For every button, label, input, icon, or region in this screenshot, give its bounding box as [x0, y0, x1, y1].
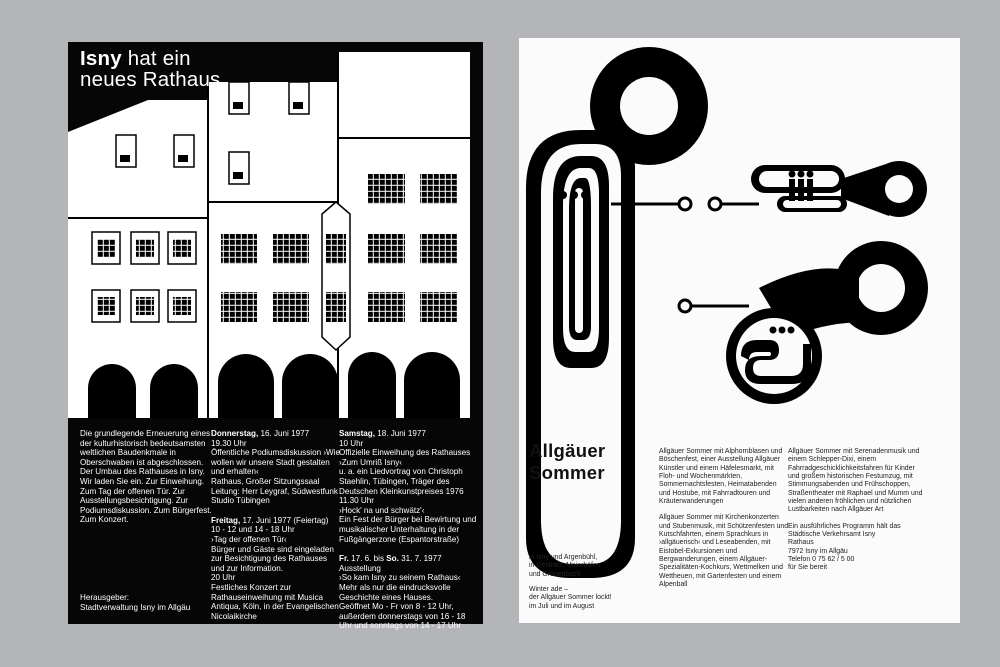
publisher-name: Stadtverwaltung Isny im Allgäu	[80, 602, 191, 612]
events-paragraph-1: Allgäuer Sommer mit Alphornblasen und Böschenfest, einer Ausstellung Allgäuer Künstler und einem Häfelesmarkt, mit Floh- und Wochenmärkten, Sommernachtsfesten, Heimatabenden und Hostube, mit Fahrradtouren und Kräuterwanderungen	[659, 448, 783, 506]
program-column-3	[339, 429, 479, 641]
events-paragraph-2: Allgäuer Sommer mit Kirchenkonzerten und Stubenmusik, mit Schützenfesten und Kutschfahrten, einem Sprachkurs in ›allgäuerisch‹ und Leseabenden, mit Eistobel-Exkursionen und Bergwanderungen, einem Allgäuer-Spezialitäten-Kochkurs, Wettmelken und Wettheuen, mit Gartenfesten und einem Alpenball	[659, 514, 789, 589]
title-bold: Isny	[80, 47, 122, 70]
samstag-body: 10 Uhr Offizielle Einweihung des Rathauses ›Zum Umriß Isny‹ u. a. ein Liedvortrag von Christoph Staehlin, Tübingen, Träger des Deutschen Kleinkunstpreises 1976 11.30 Uhr ›Hock' na und schwätz'‹ Ein Fest der Bürger bei Bewirtung und musikalischer Unterhaltung in der Fußgängerzone (Espantorstraße)	[339, 438, 477, 544]
donnerstag-body: 19.30 Uhr Öffentliche Podiumsdiskussion ›Wie wollen wir unsere Stadt gestalten und erhalten‹ Rathaus, Großer Sitzungssaal Leitung: Herr Leygraf, Südwestfunk Studio Tübingen	[211, 438, 340, 506]
allgaeuer-sommer-title	[529, 440, 605, 484]
donnerstag-date: 16. Juni 1977	[258, 429, 310, 438]
samstag-block	[339, 429, 479, 544]
so-date: 31. 7. 1977	[398, 554, 442, 564]
ausstellung-block	[339, 554, 479, 631]
contact-paragraph: Ein ausführliches Programm hält das Städtische Verkehrsamt Isny Rathaus 7972 Isny im Allgäu Telefon 0 75 62 / 5 00 für Sie bereit	[788, 522, 901, 572]
locations-text: in Isny und Argenbühl, in Gestratz, Maierhöfen und Grünenbach	[529, 554, 601, 578]
rathaus-poster	[68, 42, 483, 631]
intro-text: Die grundlegende Erneuerung eines der kulturhistorisch bedeutsamsten weltlichen Baudenkmale in Oberschwaben ist abgeschlossen. Der Umbau des Rathauses in Isny. Wir laden Sie ein. Zur Einweihung. Zum Tag der offenen Tür. Zur Ausstellungsbesichtigung. Zur Podiumsdiskussion. Zum Bürgerfest. Zum Konzert.	[80, 429, 212, 525]
horn-illustration	[679, 241, 928, 404]
events-column-1	[659, 448, 789, 590]
freitag-block	[211, 516, 341, 622]
donnerstag-block	[211, 429, 341, 506]
samstag-day: Samstag,	[339, 429, 375, 438]
donnerstag-day: Donnerstag,	[211, 429, 259, 438]
freitag-day: Freitag,	[211, 515, 241, 525]
winter-text: Winter ade – der Allgäuer Sommer lockt! im Juli und im August	[529, 586, 612, 610]
so-label: So.	[386, 554, 399, 564]
freitag-body: 10 - 12 und 14 - 18 Uhr ›Tag der offenen Tür‹ Bürger und Gäste sind eingeladen zur Besichtigung des Rathauses und zur Information. 20 Uhr Festliches Konzert zur Rathauseinweihung mit Musica Antiqua, Köln, in der Evangelischen Nicolaikirche	[211, 525, 339, 621]
trumpet-illustration	[709, 161, 927, 217]
program-column-2	[211, 429, 341, 631]
fr-label: Fr.	[339, 554, 349, 564]
freitag-date: 17. Juni 1977 (Feiertag)	[240, 515, 329, 525]
publisher-label: Herausgeber:	[80, 593, 130, 602]
allgaeuer-sommer-poster	[519, 38, 960, 623]
title-line1: Allgäuer	[529, 440, 606, 461]
samstag-date: 18. Juni 1977	[375, 429, 426, 438]
title-rest: hat ein	[121, 47, 191, 70]
title-line2: Sommer	[529, 462, 605, 483]
publisher	[80, 593, 212, 612]
events-column-2	[788, 448, 928, 573]
rathaus-poster-title	[80, 48, 221, 90]
events-paragraph-3: Allgäuer Sommer mit Serenadenmusik und einem Schlepper-Dixi, einem Fahrradgeschicklichkeitsfahren für Kinder und großem historischen Festumzug, mit Stimmungsabenden und Frühschoppen, Straßentheater mit Raphael und Mumm und vielen anderen fröhlichen und nützlichen Lustbarkeiten nach Allgäuer Art	[788, 448, 923, 514]
fr-date: 17. 6. bis	[348, 554, 387, 564]
ausstellung-body: Ausstellung ›So kam Isny zu seinem Rathaus‹ Mehr als nur die eindrucksvolle Geschichte eines Hauses. Geöffnet Mo - Fr von 8 - 12 Uhr, außerdem donnerstags von 16 - 18 Uhr und sonntags von 14 - 17 Uhr	[339, 563, 466, 631]
title-line2: neues Rathaus	[80, 68, 221, 91]
